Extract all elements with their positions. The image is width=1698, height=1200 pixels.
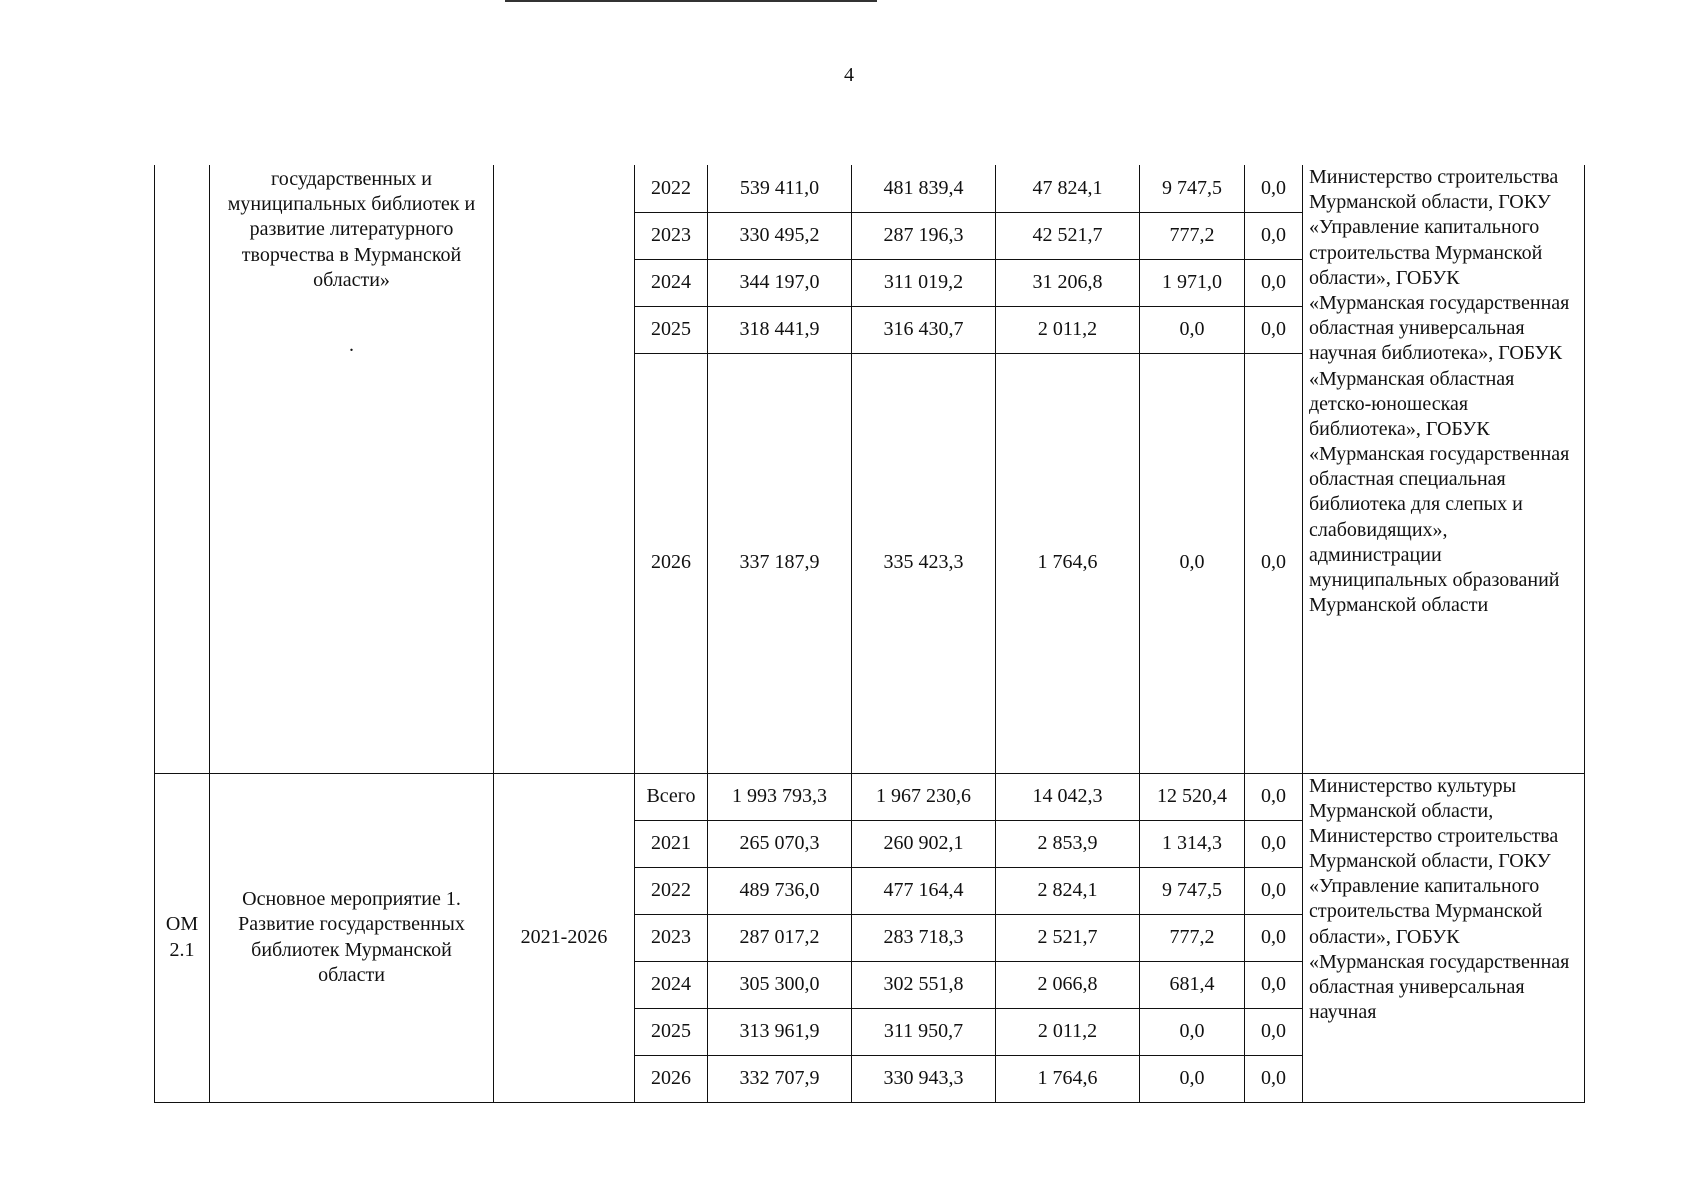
regional-budget-cell: 287 196,3 (852, 212, 996, 259)
responsible-executor-cell: Министерство строительства Мурманской области, ГОКУ «Управление капитального строительства Мурманской области», ГОБУК «Мурманская государственная областная универсальная научная библиотека», ГОБУК «Мурманская областная детско-юношеская библиотека», ГОБУК «Мурманская государственная областная специальная библиотека для слепых и слабовидящих», администрации муниципальных образований Мурманской области (1303, 165, 1585, 773)
year-cell: 2023 (635, 212, 708, 259)
activity-name-cell: Основное мероприятие 1. Развитие государственных библиотек Мурманской области (210, 773, 494, 1102)
other-sources-cell: 0,0 (1245, 165, 1303, 212)
year-cell: 2026 (635, 353, 708, 773)
local-budget-cell: 9 747,5 (1140, 165, 1245, 212)
other-sources-cell: 0,0 (1245, 820, 1303, 867)
local-budget-cell: 777,2 (1140, 914, 1245, 961)
regional-budget-cell: 302 551,8 (852, 961, 996, 1008)
local-budget-cell: 777,2 (1140, 212, 1245, 259)
period-cell: 2021-2026 (494, 773, 635, 1102)
total-cell: 344 197,0 (708, 259, 852, 306)
regional-budget-cell: 283 718,3 (852, 914, 996, 961)
federal-budget-cell: 14 042,3 (996, 773, 1140, 820)
total-cell: 330 495,2 (708, 212, 852, 259)
regional-budget-cell: 481 839,4 (852, 165, 996, 212)
regional-budget-cell: 316 430,7 (852, 306, 996, 353)
federal-budget-cell: 2 824,1 (996, 867, 1140, 914)
local-budget-cell: 0,0 (1140, 306, 1245, 353)
regional-budget-cell: 260 902,1 (852, 820, 996, 867)
total-cell: 313 961,9 (708, 1008, 852, 1055)
local-budget-cell: 0,0 (1140, 1055, 1245, 1102)
regional-budget-cell: 311 019,2 (852, 259, 996, 306)
stray-mark: . (349, 333, 354, 356)
table-row (155, 165, 1585, 212)
regional-budget-cell: 330 943,3 (852, 1055, 996, 1102)
regional-budget-cell: 335 423,3 (852, 353, 996, 773)
activity-code-cell: ОМ 2.1 (155, 773, 210, 1102)
total-cell: 489 736,0 (708, 867, 852, 914)
local-budget-cell: 0,0 (1140, 1008, 1245, 1055)
regional-budget-cell: 1 967 230,6 (852, 773, 996, 820)
federal-budget-cell: 1 764,6 (996, 353, 1140, 773)
other-sources-cell: 0,0 (1245, 1055, 1303, 1102)
period-cell-empty (494, 165, 635, 773)
total-cell: 332 707,9 (708, 1055, 852, 1102)
total-cell: 318 441,9 (708, 306, 852, 353)
code-cell-empty (155, 165, 210, 773)
other-sources-cell: 0,0 (1245, 259, 1303, 306)
regional-budget-cell: 477 164,4 (852, 867, 996, 914)
activity-name-cell (210, 165, 494, 773)
federal-budget-cell: 47 824,1 (996, 165, 1140, 212)
federal-budget-cell: 42 521,7 (996, 212, 1140, 259)
table-row (155, 773, 1585, 820)
year-cell: 2026 (635, 1055, 708, 1102)
other-sources-cell: 0,0 (1245, 306, 1303, 353)
other-sources-cell: 0,0 (1245, 773, 1303, 820)
local-budget-cell: 1 971,0 (1140, 259, 1245, 306)
program-funding-table (154, 165, 1585, 1103)
regional-budget-cell: 311 950,7 (852, 1008, 996, 1055)
federal-budget-cell: 2 066,8 (996, 961, 1140, 1008)
local-budget-cell: 12 520,4 (1140, 773, 1245, 820)
year-cell: 2024 (635, 961, 708, 1008)
year-cell: 2023 (635, 914, 708, 961)
local-budget-cell: 681,4 (1140, 961, 1245, 1008)
other-sources-cell: 0,0 (1245, 353, 1303, 773)
year-cell: 2025 (635, 306, 708, 353)
other-sources-cell: 0,0 (1245, 212, 1303, 259)
responsible-executor-cell: Министерство культуры Мурманской области, Министерство строительства Мурманской области, ГОКУ «Управление капитального строительства Мурманской области», ГОБУК «Мурманская государственная областная универсальная научная (1303, 773, 1585, 1102)
local-budget-cell: 9 747,5 (1140, 867, 1245, 914)
year-cell: Всего (635, 773, 708, 820)
year-cell: 2021 (635, 820, 708, 867)
federal-budget-cell: 1 764,6 (996, 1055, 1140, 1102)
federal-budget-cell: 2 521,7 (996, 914, 1140, 961)
other-sources-cell: 0,0 (1245, 1008, 1303, 1055)
total-cell: 539 411,0 (708, 165, 852, 212)
total-cell: 305 300,0 (708, 961, 852, 1008)
total-cell: 287 017,2 (708, 914, 852, 961)
federal-budget-cell: 31 206,8 (996, 259, 1140, 306)
local-budget-cell: 0,0 (1140, 353, 1245, 773)
federal-budget-cell: 2 853,9 (996, 820, 1140, 867)
other-sources-cell: 0,0 (1245, 961, 1303, 1008)
year-cell: 2024 (635, 259, 708, 306)
activity-name: государственных и муниципальных библиотек и развитие литературного творчества в Мурманской области» (227, 168, 476, 291)
other-sources-cell: 0,0 (1245, 914, 1303, 961)
federal-budget-cell: 2 011,2 (996, 1008, 1140, 1055)
other-sources-cell: 0,0 (1245, 867, 1303, 914)
year-cell: 2022 (635, 165, 708, 212)
top-rule (505, 0, 877, 2)
total-cell: 265 070,3 (708, 820, 852, 867)
year-cell: 2025 (635, 1008, 708, 1055)
year-cell: 2022 (635, 867, 708, 914)
local-budget-cell: 1 314,3 (1140, 820, 1245, 867)
total-cell: 337 187,9 (708, 353, 852, 773)
total-cell: 1 993 793,3 (708, 773, 852, 820)
page-number: 4 (844, 64, 854, 86)
federal-budget-cell: 2 011,2 (996, 306, 1140, 353)
